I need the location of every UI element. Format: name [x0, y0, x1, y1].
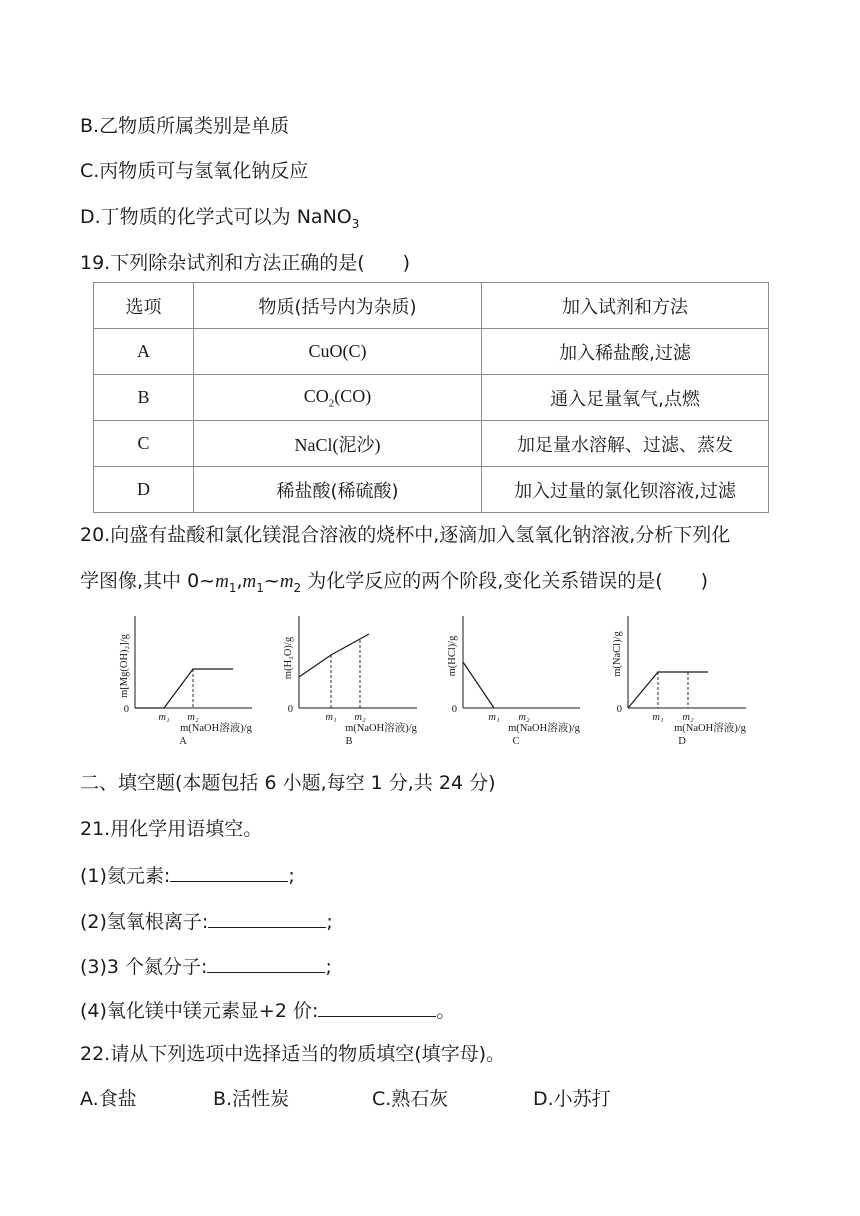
- row-substance-text: NaCl(泥沙): [294, 434, 381, 455]
- q20-sub1: 1: [228, 580, 237, 595]
- row-option: B: [94, 375, 194, 421]
- row-substance-text: 稀盐酸(稀硫酸): [276, 480, 399, 502]
- section-heading: 二、填空题(本题包括 6 小题,每空 1 分,共 24 分): [80, 772, 496, 794]
- origin-label: 0: [616, 704, 622, 715]
- q22-stem: 22.请从下列选项中选择适当的物质填空(填字母)。: [80, 1043, 506, 1065]
- series-line: [628, 672, 708, 708]
- tick-m1: m₁: [488, 712, 500, 723]
- series-line: [135, 669, 233, 708]
- x-label: m(NaOH溶液)/g: [508, 723, 580, 734]
- q20-comma: ,: [236, 570, 243, 592]
- q20-sub1: 1: [256, 580, 264, 595]
- q20-text-a: 学图像,其中 0~: [80, 570, 216, 592]
- q20-sub2: 2: [293, 580, 302, 595]
- option-d: [80, 204, 359, 237]
- q19-table: [93, 282, 769, 513]
- q21-part1-end: ;: [288, 865, 295, 887]
- q21-part3-label: (3)3 个氮分子:: [80, 956, 208, 978]
- q21-part3-end: ;: [325, 956, 332, 978]
- tick-m1: m₁: [325, 712, 337, 723]
- tick-m2: m₂: [187, 712, 199, 723]
- q21-part1-label: (1)氦元素:: [80, 865, 171, 887]
- q21-part2-end: ;: [326, 911, 333, 933]
- table-row: [94, 467, 769, 513]
- row-substance-impurity: (CO): [334, 385, 372, 406]
- x-label: m(NaOH溶液)/g: [674, 723, 746, 734]
- q22-option-a: A.食盐: [80, 1088, 137, 1110]
- series-line: [463, 662, 494, 708]
- q22-option-b: B.活性炭: [213, 1088, 290, 1110]
- row-substance-text: CO: [303, 385, 329, 406]
- row-substance: [194, 329, 482, 375]
- row-method: 加入过量的氯化钡溶液,过滤: [482, 467, 769, 513]
- answer-blank[interactable]: [170, 861, 288, 882]
- q21-part2: [80, 907, 333, 935]
- header-option: 选项: [94, 283, 194, 329]
- q20-tilde: ~: [263, 570, 280, 592]
- chart-d-svg: [606, 606, 771, 746]
- origin-label: 0: [451, 704, 457, 715]
- chart-letter: D: [678, 736, 686, 747]
- answer-blank[interactable]: [208, 907, 326, 928]
- chart-letter: B: [345, 736, 353, 747]
- chart-letter: C: [512, 736, 520, 747]
- q20-line2: [80, 568, 708, 601]
- chart-c: [440, 606, 605, 746]
- series-line: [299, 634, 369, 677]
- tick-m2: m₂: [354, 712, 366, 723]
- q21-part4: [80, 996, 455, 1024]
- option-d-text: D.丁物质的化学式可以为 NaNO: [80, 206, 352, 228]
- option-b: B.乙物质所属类别是单质: [80, 115, 290, 137]
- chart-a: [112, 606, 277, 746]
- option-c: C.丙物质可与氢氧化钠反应: [80, 160, 309, 182]
- origin-label: 0: [287, 704, 293, 715]
- table-row: [94, 421, 769, 467]
- y-label: m(NaCl)/g: [612, 631, 623, 677]
- row-option: D: [94, 467, 194, 513]
- answer-blank[interactable]: [207, 952, 325, 973]
- q21-part4-label: (4)氧化镁中镁元素显+2 价:: [80, 1000, 319, 1022]
- q20-line1: 20.向盛有盐酸和氯化镁混合溶液的烧杯中,逐滴加入氢氧化钠溶液,分析下列化: [80, 524, 731, 546]
- row-method: 加足量水溶解、过滤、蒸发: [482, 421, 769, 467]
- row-substance-text: CuO(C): [308, 341, 367, 361]
- table-header-row: [94, 283, 769, 329]
- chart-c-svg: [440, 606, 605, 746]
- q20-text-b: 为化学反应的两个阶段,变化关系错误的是( ): [301, 570, 709, 592]
- row-substance: [194, 421, 482, 467]
- q21-part3: [80, 952, 332, 980]
- q19-stem: 19.下列除杂试剂和方法正确的是( ): [80, 252, 411, 274]
- q20-m: m: [279, 571, 294, 592]
- q21-part1: [80, 861, 295, 889]
- table-row: [94, 375, 769, 421]
- chart-b: [277, 606, 442, 746]
- y-label: m(H₂O)/g: [283, 636, 294, 680]
- header-substance: 物质(括号内为杂质): [194, 283, 482, 329]
- tick-m1: m₁: [158, 712, 170, 723]
- q22-option-d: D.小苏打: [533, 1088, 611, 1110]
- row-option: C: [94, 421, 194, 467]
- row-substance: [194, 375, 482, 421]
- q20-m: m: [215, 571, 229, 592]
- q22-option-c: C.熟石灰: [372, 1088, 449, 1110]
- row-method: 加入稀盐酸,过滤: [482, 329, 769, 375]
- table-row: [94, 329, 769, 375]
- option-d-subscript: 3: [351, 216, 360, 231]
- origin-label: 0: [123, 704, 129, 715]
- x-label: m(NaOH溶液)/g: [180, 723, 252, 734]
- chart-letter: A: [179, 736, 187, 747]
- x-label: m(NaOH溶液)/g: [345, 723, 417, 734]
- header-method: 加入试剂和方法: [482, 283, 769, 329]
- tick-m2: m₂: [682, 712, 694, 723]
- q21-part2-label: (2)氢氧根离子:: [80, 911, 209, 933]
- chart-b-svg: [277, 606, 442, 746]
- chart-d: [606, 606, 771, 746]
- y-label: m[Mg(OH)₂]/g: [119, 634, 130, 698]
- q21-part4-end: 。: [436, 1000, 456, 1022]
- row-option: A: [94, 329, 194, 375]
- answer-blank[interactable]: [318, 996, 436, 1017]
- tick-m2: m₂: [518, 712, 530, 723]
- row-substance: [194, 467, 482, 513]
- y-label: m(HCl)/g: [447, 635, 458, 677]
- row-method: 通入足量氧气,点燃: [482, 375, 769, 421]
- chart-a-svg: [112, 606, 277, 746]
- q20-m: m: [242, 571, 257, 592]
- row-substance-subscript: 2: [328, 397, 335, 410]
- q21-stem: 21.用化学用语填空。: [80, 818, 263, 840]
- tick-m1: m₁: [652, 712, 664, 723]
